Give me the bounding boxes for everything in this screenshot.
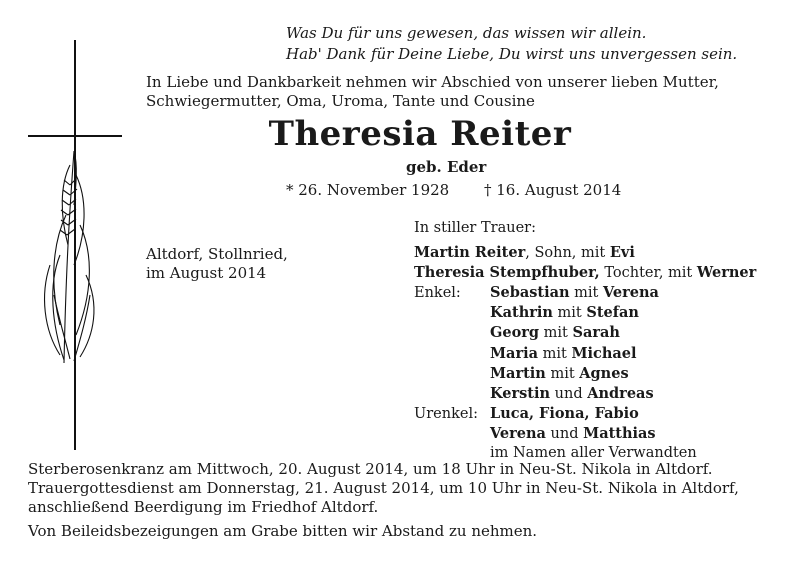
grandchild-row: Enkel: Sebastian mit Verena xyxy=(414,283,756,303)
child-row: Theresia Stempfhuber, Tochter, mit Werner xyxy=(414,264,757,282)
relatives-line: im Namen aller Verwandten xyxy=(490,445,697,462)
mourners-block xyxy=(414,219,756,463)
service-line-2: Trauergottesdienst am Donnerstag, 21. August 2014, um 10 Uhr in Neu-St. Nikola in Altdorf, xyxy=(28,479,739,497)
wheat-icon xyxy=(30,145,110,365)
great-grandchild-row: Urenkel: Luca, Fiona, Fabio xyxy=(414,404,756,424)
condolence-request: Von Beileidsbezeigungen am Grabe bitten wir Abstand zu nehmen. xyxy=(28,522,538,540)
mourners-heading: In stiller Trauer: xyxy=(414,220,536,236)
maiden-name: geb. Eder xyxy=(406,158,487,176)
poem-line-2: Hab' Dank für Deine Liebe, Du wirst uns unvergessen sein. xyxy=(286,45,738,63)
intro-line-2: Schwiegermutter, Oma, Uroma, Tante und Cousine xyxy=(146,92,535,110)
poem-line-1: Was Du für uns gewesen, das wissen wir allein. xyxy=(286,24,647,42)
grandchildren-label: Enkel: xyxy=(414,285,461,302)
grandchild-row: Martin mit Agnes xyxy=(490,364,629,382)
child-row: Martin Reiter, Sohn, mit Evi xyxy=(414,244,635,262)
birth-date: * 26. November 1928 xyxy=(286,181,450,199)
grandchild-row: Georg mit Sarah xyxy=(490,324,620,342)
great-grandchild-row: Verena und Matthias xyxy=(490,424,656,442)
place-line-1: Altdorf, Stollnried, xyxy=(146,245,288,263)
grandchild-row: Kerstin und Andreas xyxy=(490,384,654,402)
intro-line-1: In Liebe und Dankbarkeit nehmen wir Abschied von unserer lieben Mutter, xyxy=(146,73,719,91)
great-grandchildren-label: Urenkel: xyxy=(414,405,478,422)
place-line-2: im August 2014 xyxy=(146,264,267,282)
grandchild-row: Kathrin mit Stefan xyxy=(490,304,639,322)
deceased-name: Theresia Reiter xyxy=(268,114,572,154)
service-line-1: Sterberosenkranz am Mittwoch, 20. August 2014, um 18 Uhr in Neu-St. Nikola in Altdorf. xyxy=(28,460,713,478)
grandchild-row: Maria mit Michael xyxy=(490,344,637,362)
death-date: † 16. August 2014 xyxy=(484,181,622,199)
service-line-3: anschließend Beerdigung im Friedhof Altdorf. xyxy=(28,498,379,516)
